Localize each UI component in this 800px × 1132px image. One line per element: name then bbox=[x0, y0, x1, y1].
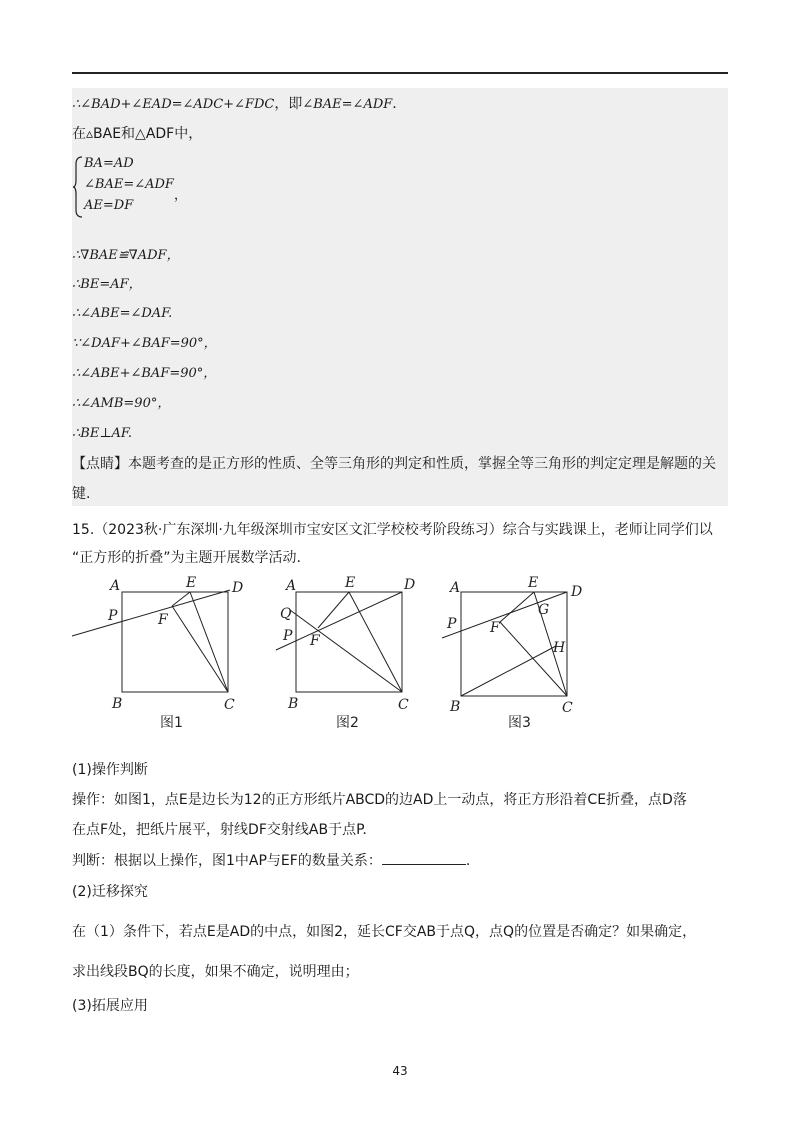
problem-intro-line-1: 15.（2023秋·广东深圳·九年级深圳市宝安区文汇学校校考阶段练习）综合与实践课上，老师让同学们以 bbox=[72, 522, 713, 538]
fig3-label-h: H bbox=[553, 640, 566, 656]
fig2-label-b: B bbox=[288, 696, 299, 712]
fig2-label-a: A bbox=[286, 578, 297, 594]
part2-title: (2)迁移探究 bbox=[72, 884, 148, 900]
fig2-ef bbox=[318, 592, 349, 628]
fig3-label-c: C bbox=[562, 700, 573, 716]
solution-line-6: ∵∠DAF+∠BAF=90°， bbox=[72, 336, 217, 351]
fig2-label-p: P bbox=[283, 628, 293, 644]
fig2-caption: 图2 bbox=[336, 715, 359, 731]
fig2-crease-ce bbox=[349, 592, 402, 692]
equation-2: ∠BAE=∠ADF bbox=[84, 177, 174, 192]
fig1-label-e: E bbox=[186, 575, 197, 591]
fig3-label-a: A bbox=[450, 580, 461, 596]
solution-line-8: ∴∠AMB=90°， bbox=[72, 396, 171, 411]
fig3-label-f: F bbox=[490, 620, 500, 636]
part2-line-2: 求出线段BQ的长度，如果不确定，说明理由； bbox=[72, 964, 359, 980]
part1-line-2: 在点F处，把纸片展平，射线DF交射线AB于点P. bbox=[72, 822, 367, 838]
fig2-label-d: D bbox=[404, 577, 416, 593]
solution-line-3: ∴∇BAE≌∇ADF， bbox=[72, 248, 180, 263]
equation-1: BA=AD bbox=[84, 156, 134, 171]
fig3-label-d: D bbox=[571, 584, 583, 600]
equation-3: AE=DF bbox=[84, 198, 134, 213]
fig2-label-f: F bbox=[310, 633, 320, 649]
fig3-fc bbox=[500, 622, 567, 696]
fig2-line-qc bbox=[290, 610, 402, 692]
solution-line-9: ∴BE⊥AF. bbox=[72, 426, 133, 441]
fig3-label-g: G bbox=[538, 602, 550, 618]
fig3-label-b: B bbox=[450, 699, 461, 715]
fig1-square bbox=[122, 592, 228, 692]
fig1-label-a: A bbox=[110, 578, 121, 594]
fig3-label-e: E bbox=[528, 575, 539, 591]
solution-line-7: ∴∠ABE+∠BAF=90°， bbox=[72, 366, 217, 381]
part2-line-1: 在（1）条件下，若点E是AD的中点，如图2，延长CF交AB于点Q，点Q的位置是否确定？如果确定， bbox=[72, 924, 697, 940]
left-brace-icon bbox=[72, 156, 84, 218]
comment-line-2: 键. bbox=[72, 486, 91, 502]
figure-2 bbox=[276, 592, 402, 692]
part3-title: (3)拓展应用 bbox=[72, 998, 148, 1014]
solution-line-5: ∴∠ABE=∠DAF. bbox=[72, 306, 173, 321]
comment-line-1: 【点睛】本题考查的是正方形的性质、全等三角形的判定和性质，掌握全等三角形的判定定理是解题的关 bbox=[72, 456, 716, 472]
fig2-ray-df bbox=[276, 592, 402, 650]
header-rule bbox=[72, 72, 728, 74]
fig3-caption: 图3 bbox=[508, 715, 531, 731]
system-of-equations: BA=AD ∠BAE=∠ADF AE=DF ， bbox=[72, 154, 272, 220]
part1-title: (1)操作判断 bbox=[72, 762, 148, 778]
fig3-ef bbox=[500, 592, 534, 622]
figure-1 bbox=[72, 590, 230, 692]
geometry-figures bbox=[60, 572, 620, 737]
fig1-label-b: B bbox=[112, 696, 123, 712]
fig1-ray-df bbox=[72, 590, 230, 636]
solution-line-2: 在▵BAE和△ADF中， bbox=[72, 126, 203, 142]
fig3-line-bh bbox=[461, 646, 556, 696]
fig2-label-q: Q bbox=[280, 606, 292, 622]
solution-line-4: ∴BE=AF， bbox=[72, 277, 142, 292]
solution-line-1: ∴∠BAD+∠EAD=∠ADC+∠FDC，即∠BAE=∠ADF. bbox=[72, 96, 397, 112]
fig1-caption: 图1 bbox=[160, 715, 183, 731]
solution-block bbox=[72, 88, 728, 506]
page-number: 43 bbox=[392, 1064, 408, 1078]
fig1-label-d: D bbox=[232, 580, 244, 596]
fig1-label-p: P bbox=[108, 608, 118, 624]
problem-intro-line-2: “正方形的折叠”为主题开展数学活动. bbox=[72, 550, 301, 566]
fig3-square bbox=[461, 592, 567, 696]
fig2-label-c: C bbox=[398, 697, 409, 713]
part1-line-3: 判断：根据以上操作，图1中AP与EF的数量关系： . bbox=[72, 850, 470, 871]
figures-row bbox=[60, 572, 620, 741]
fig3-label-p: P bbox=[447, 616, 457, 632]
fig1-label-c: C bbox=[224, 697, 235, 713]
answer-blank[interactable] bbox=[382, 850, 466, 865]
fig1-label-f: F bbox=[158, 612, 168, 628]
part1-line-1: 操作：如图1，点E是边长为12的正方形纸片ABCD的边AD上一动点，将正方形沿着CE折叠，点D落 bbox=[72, 792, 687, 808]
fig2-label-e: E bbox=[345, 575, 356, 591]
